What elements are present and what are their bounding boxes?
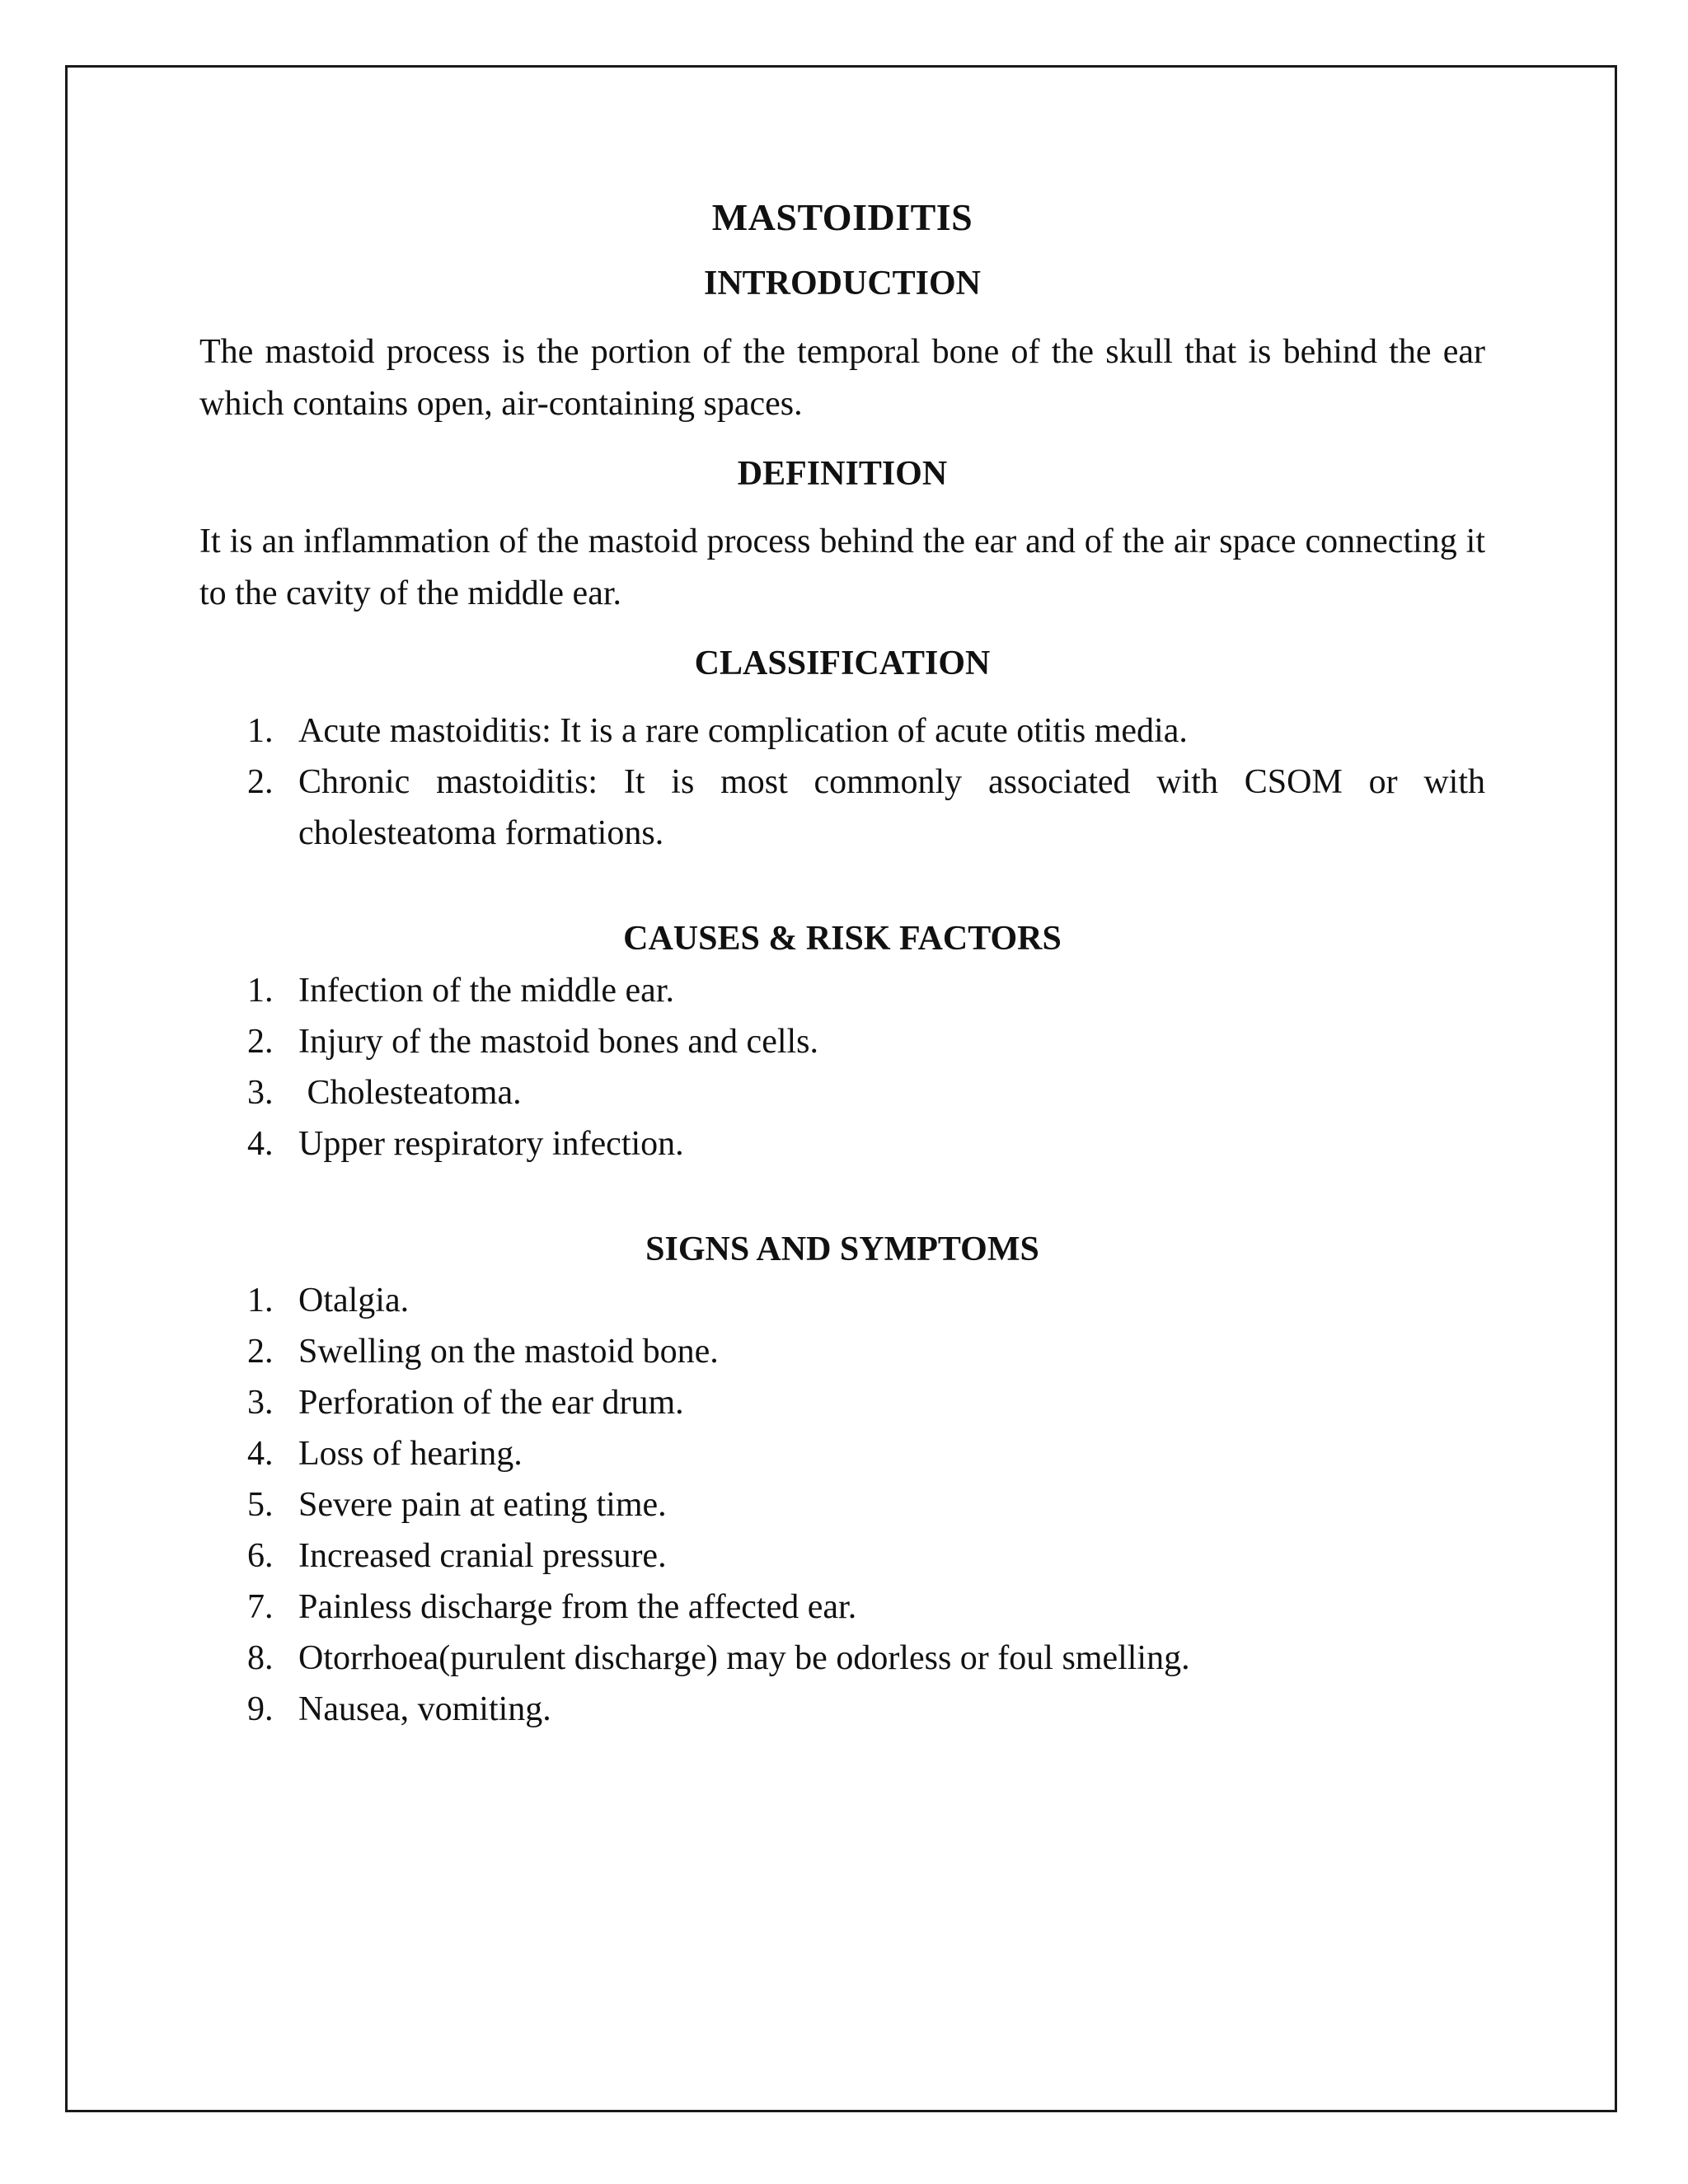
list-item-text: Perforation of the ear drum. xyxy=(298,1384,684,1422)
list-item-number: 4. xyxy=(247,1435,274,1474)
list-item-number: 5. xyxy=(247,1486,274,1525)
list-item-text: Otorrhoea(purulent discharge) may be odorless or foul smelling. xyxy=(298,1639,1190,1678)
list-item xyxy=(199,965,1485,1016)
classification-list xyxy=(199,705,1485,859)
spacer xyxy=(199,859,1485,918)
list-item xyxy=(199,1479,1485,1530)
list-item-text: Upper respiratory infection. xyxy=(298,1124,684,1163)
list-item-number: 8. xyxy=(247,1639,274,1678)
list-item-text: Severe pain at eating time. xyxy=(298,1486,667,1525)
list-item-number: 9. xyxy=(247,1690,274,1729)
list-item xyxy=(199,1633,1485,1684)
list-item-text: Loss of hearing. xyxy=(298,1435,523,1474)
list-item-text: Injury of the mastoid bones and cells. xyxy=(298,1022,819,1061)
page-title: MASTOIDITIS xyxy=(711,196,973,238)
document-body xyxy=(199,194,1485,1735)
list-item-number: 3. xyxy=(247,1384,274,1422)
list-item-text: Cholesteatoma. xyxy=(298,1073,522,1112)
list-item xyxy=(199,1582,1485,1633)
list-item xyxy=(199,705,1485,757)
list-item xyxy=(199,1016,1485,1067)
classification-heading: CLASSIFICATION xyxy=(694,644,991,682)
list-item-number: 1. xyxy=(247,1282,274,1320)
signs-heading: SIGNS AND SYMPTOMS xyxy=(645,1230,1039,1268)
list-item-number: 2. xyxy=(247,1022,274,1061)
list-item xyxy=(199,1067,1485,1118)
causes-heading: CAUSES & RISK FACTORS xyxy=(623,920,1062,958)
list-item xyxy=(199,1377,1485,1428)
list-item-text: Infection of the middle ear. xyxy=(298,971,674,1010)
list-item-text: Acute mastoiditis: It is a rare complication of acute otitis media. xyxy=(298,712,1188,751)
list-item xyxy=(199,1326,1485,1377)
definition-heading: DEFINITION xyxy=(737,454,948,493)
list-item-number: 1. xyxy=(247,971,274,1010)
signs-list xyxy=(199,1275,1485,1735)
list-item xyxy=(199,757,1485,859)
introduction-heading: INTRODUCTION xyxy=(703,265,982,303)
list-item-number: 4. xyxy=(247,1124,274,1163)
list-item-text: Otalgia. xyxy=(298,1282,410,1320)
introduction-text: The mastoid process is the portion of the temporal bone of the skull that is behind the ear which contains open, air-containing spaces. xyxy=(199,332,1485,423)
list-item-text: Increased cranial pressure. xyxy=(298,1537,667,1576)
definition-text: It is an inflammation of the mastoid process behind the ear and of the air space connecting it to the cavity of the middle ear. xyxy=(199,522,1485,612)
causes-list xyxy=(199,965,1485,1169)
list-item-text: Swelling on the mastoid bone. xyxy=(298,1333,719,1371)
list-item-number: 3. xyxy=(247,1073,274,1112)
list-item-number: 6. xyxy=(247,1537,274,1576)
spacer xyxy=(199,1169,1485,1229)
list-item-number: 1. xyxy=(247,712,274,751)
list-item-number: 7. xyxy=(247,1588,274,1627)
list-item xyxy=(199,1684,1485,1735)
list-item-number: 2. xyxy=(247,1333,274,1371)
list-item xyxy=(199,1428,1485,1479)
list-item xyxy=(199,1118,1485,1169)
list-item xyxy=(199,1275,1485,1326)
list-item-text: Nausea, vomiting. xyxy=(298,1690,551,1729)
list-item-text: Chronic mastoiditis: It is most commonly associated with CSOM or with cholesteatoma formations. xyxy=(298,763,1485,853)
list-item xyxy=(199,1530,1485,1582)
list-item-number: 2. xyxy=(247,763,274,802)
list-item-text: Painless discharge from the affected ear. xyxy=(298,1588,857,1627)
